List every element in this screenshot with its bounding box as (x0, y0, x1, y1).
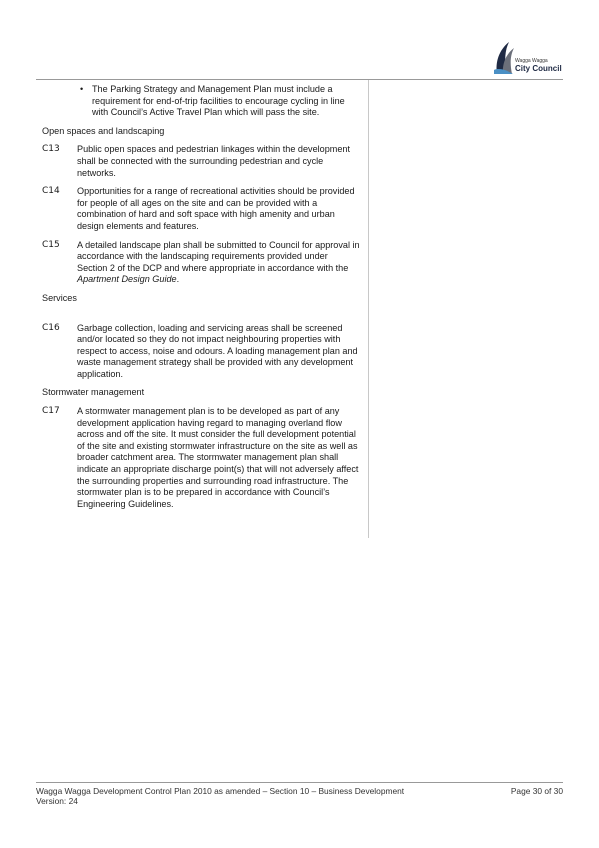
section-heading-stormwater: Stormwater management (42, 387, 145, 398)
clause-c14 (42, 186, 360, 232)
footer-version: Version: 24 (36, 796, 78, 806)
footer-page-number: Page 30 of 30 (510, 786, 563, 796)
clause-code: C15 (42, 239, 60, 250)
section-heading-open-spaces: Open spaces and landscaping (42, 125, 165, 136)
clause-text: Opportunities for a range of recreational activities should be provided for people of all ages on the site and can be provided with a combination of hard and soft space with high amenity and urban design elements and features. (77, 186, 355, 231)
main-content (42, 84, 360, 517)
section-heading-services: Services (42, 292, 77, 303)
clause-c17 (42, 406, 360, 510)
bullet-item (42, 84, 360, 119)
footer-doc-title: Wagga Wagga Development Control Plan 2010 as amended – Section 10 – Business Development (36, 786, 405, 796)
clause-code: C17 (42, 406, 60, 417)
council-logo (493, 38, 565, 78)
bullet-dot-icon: • (80, 84, 84, 94)
clause-text-end: . (176, 274, 180, 285)
column-divider (368, 80, 369, 538)
clause-c13 (42, 144, 360, 179)
spacer (42, 312, 360, 323)
header-rule (36, 79, 563, 80)
clause-c16 (42, 323, 360, 381)
clause-code: C16 (42, 322, 60, 333)
clause-code: C13 (42, 144, 60, 155)
clause-text: A detailed landscape plan shall be submitted to Council for approval in accordance with the landscaping requirements provided under Section 2 of the DCP and where appropriate in accordance with the (77, 239, 360, 273)
clause-c15 (42, 240, 360, 286)
clause-text: A stormwater management plan is to be developed as part of any development application having regard to managing overland flow across and off the site. It must consider the full development potential of the site and existing stormwater infrastructure on the site as well as broader catchment area. The stormwater management plan shall indicate an appropriate discharge point(s) that will not adversely affect the surrounding properties and surrounding road infrastructure. The stormwater plan is to be prepared in accordance with Council’s Engineering Guidelines. (77, 406, 359, 509)
clause-text: Public open spaces and pedestrian linkages within the development shall be connected with the surrounding pedestrian and cycle networks. (77, 144, 350, 178)
logo-line-1: Wagga Wagga (515, 58, 548, 64)
clause-code: C14 (42, 186, 60, 197)
footer-left (36, 786, 404, 806)
footer-rule (36, 782, 563, 783)
clause-italic-text: Apartment Design Guide (77, 274, 177, 285)
clause-text: Garbage collection, loading and servicing areas shall be screened and/or located so they do not impact neighbouring properties with respect to access, noise and odours. A loading management plan and waste management strategy shall be provided with any development application. (77, 322, 358, 379)
bullet-text: The Parking Strategy and Management Plan must include a requirement for end-of-trip facilities to encourage cycling in line with Council’s Active Travel Plan which will pass the site. (92, 84, 345, 118)
logo-line-2: City Council (515, 64, 562, 73)
wave-logo-icon (493, 38, 515, 76)
